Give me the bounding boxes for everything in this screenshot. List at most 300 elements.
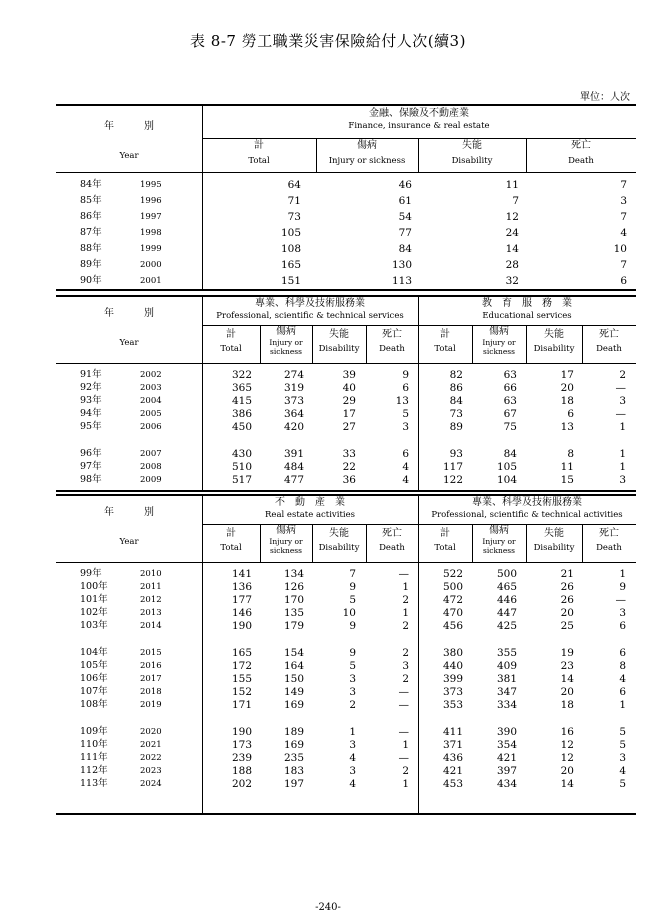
value-cell: 3 [619, 607, 626, 619]
value-cell: 155 [231, 673, 252, 685]
col-injury-zh: 傷病 [276, 525, 296, 536]
value-cell: 1 [619, 448, 626, 460]
group-left-zh: 不 動 產 業 [275, 497, 345, 508]
table-row [56, 594, 636, 606]
value-cell: — [615, 382, 626, 394]
value-cell: 425 [496, 620, 517, 632]
value-cell: 134 [283, 568, 304, 580]
value-cell: 26 [560, 594, 574, 606]
col-death-en: Death [379, 543, 405, 553]
value-cell: — [615, 408, 626, 420]
roc-year: 87年 [80, 227, 102, 238]
ce-year: 2013 [140, 608, 162, 618]
ce-year: 2006 [140, 422, 162, 432]
ce-year: 2017 [140, 674, 162, 684]
value-cell: 477 [283, 474, 304, 486]
roc-year: 106年 [80, 673, 108, 684]
value-cell: 421 [442, 765, 463, 777]
value-cell: 2 [402, 765, 409, 777]
ce-year: 1999 [140, 244, 162, 254]
value-cell: 411 [442, 726, 463, 738]
value-cell: 239 [231, 752, 252, 764]
page-title: 表 8-7 勞工職業災害保險給付人次(續3) [190, 32, 466, 50]
col-injury-en: Injury or sickness [328, 156, 406, 166]
value-cell: 2 [402, 594, 409, 606]
value-cell: 84 [398, 243, 412, 255]
year-header-en: Year [119, 537, 139, 547]
ce-year: 2012 [140, 595, 162, 605]
value-cell: 1 [402, 607, 409, 619]
value-cell: 190 [231, 726, 252, 738]
value-cell: 2 [349, 699, 356, 711]
value-cell: 4 [402, 461, 409, 473]
value-cell: 10 [342, 607, 356, 619]
table-row [56, 778, 636, 790]
unit-label: 單位：人次 [580, 92, 630, 103]
roc-year: 110年 [80, 739, 108, 750]
value-cell: 420 [283, 421, 304, 433]
group-right-zh: 專業、科學及技術服務業 [472, 497, 582, 508]
value-cell: 18 [560, 699, 574, 711]
ce-year: 2011 [140, 582, 162, 592]
value-cell: 173 [231, 739, 252, 751]
value-cell: 399 [442, 673, 463, 685]
value-cell: 64 [287, 179, 301, 191]
value-cell: 274 [283, 369, 304, 381]
ce-year: 1995 [140, 180, 162, 190]
value-cell: 73 [449, 408, 463, 420]
value-cell: 4 [349, 778, 356, 790]
roc-year: 105年 [80, 660, 108, 671]
value-cell: 5 [402, 408, 409, 420]
col-death-zh: 死亡 [599, 329, 619, 340]
value-cell: 28 [505, 259, 519, 271]
col-injury-en-2: sickness [483, 546, 515, 555]
value-cell: 8 [567, 448, 574, 460]
value-cell: 465 [496, 581, 517, 593]
value-cell: 54 [398, 211, 412, 223]
roc-year: 91年 [80, 369, 102, 380]
value-cell: 355 [496, 647, 517, 659]
value-cell: 24 [505, 227, 519, 239]
col-total-zh: 計 [440, 329, 450, 340]
value-cell: 20 [560, 765, 574, 777]
col-disability-en: Disability [533, 543, 575, 553]
value-cell: 3 [619, 395, 626, 407]
value-cell: 4 [619, 673, 626, 685]
ce-year: 2024 [140, 779, 162, 789]
ce-year: 2010 [140, 569, 162, 579]
value-cell: 334 [496, 699, 517, 711]
value-cell: 169 [283, 699, 304, 711]
col-injury-en-1: Injury or [269, 537, 303, 546]
panel-finance [56, 104, 636, 291]
table-row [56, 660, 636, 672]
table-row [56, 448, 636, 460]
value-cell: 7 [620, 259, 627, 271]
value-cell: 113 [391, 275, 412, 287]
value-cell: 7 [620, 179, 627, 191]
ce-year: 2016 [140, 661, 162, 671]
value-cell: 189 [283, 726, 304, 738]
panel2-body [56, 364, 636, 492]
value-cell: 484 [283, 461, 304, 473]
table-row [56, 726, 636, 738]
value-cell: 11 [560, 461, 574, 473]
col-death-en: Death [596, 344, 622, 354]
value-cell: 2 [619, 369, 626, 381]
roc-year: 109年 [80, 726, 108, 737]
value-cell: 415 [231, 395, 252, 407]
value-cell: 26 [560, 581, 574, 593]
value-cell: 149 [283, 686, 304, 698]
value-cell: 13 [395, 395, 409, 407]
table-row [56, 620, 636, 632]
table-row [56, 647, 636, 659]
roc-year: 104年 [80, 647, 108, 658]
col-total-zh: 計 [226, 528, 236, 539]
col-death-en: Death [568, 156, 594, 166]
value-cell: 16 [560, 726, 574, 738]
roc-year: 89年 [80, 259, 102, 270]
ce-year: 1997 [140, 212, 162, 222]
table-row [56, 461, 636, 473]
value-cell: 391 [283, 448, 304, 460]
value-cell: 9 [619, 581, 626, 593]
group-title-zh: 金融、保險及不動產業 [369, 108, 469, 119]
value-cell: 6 [619, 686, 626, 698]
value-cell: 409 [496, 660, 517, 672]
table-row [56, 421, 636, 433]
col-total-en: Total [434, 543, 456, 553]
roc-year: 93年 [80, 395, 102, 406]
roc-year: 88年 [80, 243, 102, 254]
table-row [56, 195, 636, 207]
value-cell: 430 [231, 448, 252, 460]
col-injury-en-1: Injury or [482, 537, 516, 546]
value-cell: 27 [342, 421, 356, 433]
value-cell: 15 [560, 474, 574, 486]
value-cell: 6 [619, 647, 626, 659]
col-disability-en: Disability [318, 543, 360, 553]
value-cell: 1 [619, 421, 626, 433]
roc-year: 101年 [80, 594, 108, 605]
value-cell: 7 [349, 568, 356, 580]
page-number: -240- [315, 902, 341, 913]
table-row [56, 739, 636, 751]
value-cell: 177 [231, 594, 252, 606]
value-cell: 84 [503, 448, 517, 460]
roc-year: 92年 [80, 382, 102, 393]
value-cell: 447 [496, 607, 517, 619]
value-cell: 14 [560, 778, 574, 790]
value-cell: 108 [280, 243, 301, 255]
col-injury-en-2: sickness [270, 546, 302, 555]
value-cell: 10 [613, 243, 627, 255]
table-row [56, 568, 636, 580]
panel3-header [56, 494, 636, 563]
value-cell: 32 [505, 275, 519, 287]
value-cell: 82 [449, 369, 463, 381]
value-cell: 183 [283, 765, 304, 777]
value-cell: 365 [231, 382, 252, 394]
value-cell: 522 [442, 568, 463, 580]
col-death-en: Death [379, 344, 405, 354]
value-cell: 33 [342, 448, 356, 460]
ce-year: 2000 [140, 260, 162, 270]
value-cell: 4 [349, 752, 356, 764]
value-cell: 188 [231, 765, 252, 777]
col-death-zh: 死亡 [599, 528, 619, 539]
value-cell: 386 [231, 408, 252, 420]
roc-year: 100年 [80, 581, 108, 592]
ce-year: 2004 [140, 396, 162, 406]
value-cell: 397 [496, 765, 517, 777]
value-cell: 1 [402, 778, 409, 790]
value-cell: 14 [505, 243, 519, 255]
panel-professional-education [56, 295, 636, 492]
value-cell: 353 [442, 699, 463, 711]
value-cell: 84 [449, 395, 463, 407]
col-injury-en-1: Injury or [269, 338, 303, 347]
value-cell: 436 [442, 752, 463, 764]
value-cell: 86 [449, 382, 463, 394]
value-cell: 364 [283, 408, 304, 420]
value-cell: 150 [283, 673, 304, 685]
roc-year: 111年 [80, 752, 108, 763]
roc-year: 94年 [80, 408, 102, 419]
value-cell: 117 [442, 461, 463, 473]
value-cell: 9 [402, 369, 409, 381]
table-row [56, 699, 636, 711]
value-cell: 6 [402, 382, 409, 394]
panel1-body [56, 173, 636, 291]
value-cell: 8 [619, 660, 626, 672]
roc-year: 99年 [80, 568, 102, 579]
value-cell: — [398, 752, 409, 764]
value-cell: 190 [231, 620, 252, 632]
ce-year: 2019 [140, 700, 162, 710]
value-cell: 5 [619, 778, 626, 790]
value-cell: 434 [496, 778, 517, 790]
value-cell: 170 [283, 594, 304, 606]
group-left-en: Real estate activities [265, 510, 355, 520]
col-death-en: Death [596, 543, 622, 553]
col-injury-en-1: Injury or [482, 338, 516, 347]
value-cell: 154 [283, 647, 304, 659]
table-row [56, 395, 636, 407]
value-cell: 12 [560, 752, 574, 764]
col-total-en: Total [220, 543, 242, 553]
ce-year: 2021 [140, 740, 162, 750]
ce-year: 2009 [140, 475, 162, 485]
value-cell: 450 [231, 421, 252, 433]
value-cell: 1 [619, 699, 626, 711]
ce-year: 2014 [140, 621, 162, 631]
value-cell: 5 [619, 739, 626, 751]
group-left-zh: 專業、科學及技術服務業 [255, 298, 365, 309]
value-cell: 63 [503, 395, 517, 407]
value-cell: 104 [496, 474, 517, 486]
value-cell: 20 [560, 382, 574, 394]
value-cell: 3 [619, 474, 626, 486]
ce-year: 2003 [140, 383, 162, 393]
table-row [56, 275, 636, 287]
col-disability-zh: 失能 [544, 528, 564, 539]
value-cell: 164 [283, 660, 304, 672]
ce-year: 2018 [140, 687, 162, 697]
value-cell: 11 [505, 179, 519, 191]
ce-year: 2022 [140, 753, 162, 763]
value-cell: 105 [496, 461, 517, 473]
value-cell: 470 [442, 607, 463, 619]
value-cell: 7 [512, 195, 519, 207]
value-cell: 421 [496, 752, 517, 764]
ce-year: 2015 [140, 648, 162, 658]
value-cell: 20 [560, 686, 574, 698]
panel1-header [56, 104, 636, 173]
year-header-en: Year [119, 338, 139, 348]
col-injury-zh: 傷病 [276, 326, 296, 337]
value-cell: 29 [342, 395, 356, 407]
value-cell: 4 [620, 227, 627, 239]
value-cell: 25 [560, 620, 574, 632]
value-cell: 77 [398, 227, 412, 239]
col-injury-en-2: sickness [483, 347, 515, 356]
year-header-zh: 年 別 [104, 121, 154, 132]
col-disability-zh: 失能 [329, 329, 349, 340]
value-cell: 3 [349, 739, 356, 751]
col-death-zh: 死亡 [382, 528, 402, 539]
roc-year: 90年 [80, 275, 102, 286]
col-disability-zh: 失能 [544, 329, 564, 340]
value-cell: 17 [342, 408, 356, 420]
value-cell: 21 [560, 568, 574, 580]
table-row [56, 474, 636, 486]
value-cell: 14 [560, 673, 574, 685]
roc-year: 86年 [80, 211, 102, 222]
roc-year: 85年 [80, 195, 102, 206]
col-injury-zh: 傷病 [357, 140, 377, 151]
value-cell: 3 [349, 686, 356, 698]
ce-year: 1996 [140, 196, 162, 206]
value-cell: 169 [283, 739, 304, 751]
value-cell: 6 [619, 620, 626, 632]
value-cell: 152 [231, 686, 252, 698]
panel-realestate-professional [56, 494, 636, 815]
value-cell: 5 [619, 726, 626, 738]
value-cell: 75 [503, 421, 517, 433]
value-cell: 472 [442, 594, 463, 606]
value-cell: 36 [342, 474, 356, 486]
col-disability-en: Disability [318, 344, 360, 354]
ce-year: 2020 [140, 727, 162, 737]
ce-year: 2001 [140, 276, 162, 286]
value-cell: 66 [503, 382, 517, 394]
value-cell: 5 [349, 594, 356, 606]
col-disability-zh: 失能 [329, 528, 349, 539]
value-cell: 20 [560, 607, 574, 619]
value-cell: 390 [496, 726, 517, 738]
table-row [56, 369, 636, 381]
year-header-zh: 年 別 [104, 308, 154, 319]
value-cell: 126 [283, 581, 304, 593]
value-cell: 500 [442, 581, 463, 593]
table-row [56, 686, 636, 698]
value-cell: 12 [560, 739, 574, 751]
roc-year: 107年 [80, 686, 108, 697]
roc-year: 96年 [80, 448, 102, 459]
value-cell: 73 [287, 211, 301, 223]
roc-year: 102年 [80, 607, 108, 618]
col-disability-en: Disability [533, 344, 575, 354]
value-cell: 4 [619, 765, 626, 777]
value-cell: 61 [398, 195, 412, 207]
ce-year: 2023 [140, 766, 162, 776]
value-cell: 202 [231, 778, 252, 790]
value-cell: 373 [442, 686, 463, 698]
value-cell: 453 [442, 778, 463, 790]
panel3-body [56, 563, 636, 815]
ce-year: 2002 [140, 370, 162, 380]
value-cell: 517 [231, 474, 252, 486]
col-disability-zh: 失能 [462, 140, 482, 151]
value-cell: 40 [342, 382, 356, 394]
table-row [56, 607, 636, 619]
value-cell: 6 [620, 275, 627, 287]
value-cell: 440 [442, 660, 463, 672]
value-cell: 141 [231, 568, 252, 580]
roc-year: 97年 [80, 461, 102, 472]
value-cell: 456 [442, 620, 463, 632]
table-row [56, 765, 636, 777]
value-cell: 63 [503, 369, 517, 381]
value-cell: 135 [283, 607, 304, 619]
value-cell: 5 [349, 660, 356, 672]
panel2-header [56, 295, 636, 364]
ce-year: 2007 [140, 449, 162, 459]
value-cell: 2 [402, 647, 409, 659]
value-cell: 373 [283, 395, 304, 407]
year-header-en: Year [119, 151, 139, 161]
col-death-zh: 死亡 [571, 140, 591, 151]
roc-year: 112年 [80, 765, 108, 776]
group-title-en: Finance, insurance & real estate [348, 121, 490, 131]
value-cell: — [398, 699, 409, 711]
value-cell: 172 [231, 660, 252, 672]
value-cell: 1 [402, 739, 409, 751]
value-cell: 9 [349, 620, 356, 632]
value-cell: 3 [349, 673, 356, 685]
col-disability-en: Disability [451, 156, 493, 166]
value-cell: 19 [560, 647, 574, 659]
col-total-zh: 計 [440, 528, 450, 539]
value-cell: 1 [619, 461, 626, 473]
col-total-en: Total [248, 156, 270, 166]
col-total-en: Total [434, 344, 456, 354]
value-cell: 3 [402, 421, 409, 433]
value-cell: 9 [349, 647, 356, 659]
table-row [56, 211, 636, 223]
value-cell: 2 [402, 620, 409, 632]
value-cell: 6 [567, 408, 574, 420]
table-row [56, 581, 636, 593]
value-cell: 1 [402, 581, 409, 593]
roc-year: 103年 [80, 620, 108, 631]
value-cell: 1 [619, 568, 626, 580]
value-cell: — [615, 594, 626, 606]
value-cell: 165 [280, 259, 301, 271]
